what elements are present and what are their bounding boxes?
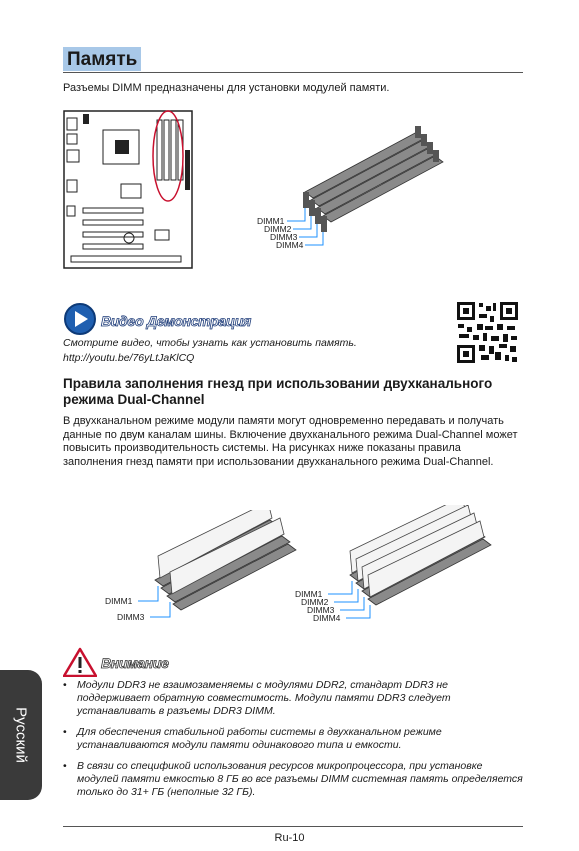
language-tab-label: Русский — [12, 707, 30, 763]
page-number: Ru-10 — [274, 832, 305, 844]
dual-channel-diagram-four-modules — [290, 505, 495, 625]
dimm-slots-diagram — [255, 112, 450, 257]
video-url-link[interactable]: http://youtu.be/76yLtJaKlCQ — [63, 352, 195, 364]
dimm4-label-right: DIMM4 — [313, 613, 341, 623]
warning-text: Для обеспечения стабильной работы системы в двухканальном режиме устанавливаются модули памяти одинакового типа и емкости. — [77, 726, 442, 751]
dimm4-label: DIMM4 — [276, 240, 304, 250]
qr-code-icon — [455, 300, 520, 365]
dual-channel-body: В двухканальном режиме модули памяти могут одновременно передавать и получать данные по двум каналам шины. Включение двухканального режима Dual-Channel может повысить производительность системы. На рисунках ниже показаны правила заполнения гнезд памяти при использовании двухканального режима Dual-Channel. — [63, 415, 518, 468]
dimm3-label-left: DIMM3 — [117, 612, 145, 622]
dual-channel-diagram-two-modules — [100, 510, 300, 628]
footer-divider — [63, 826, 523, 827]
warning-title: Внимание — [101, 655, 169, 671]
play-icon[interactable] — [63, 302, 97, 336]
page-title: Память — [63, 47, 141, 71]
list-item: • Для обеспечения стабильной работы системы в двухканальном режиме устанавливаются модули памяти одинакового типа и емкости. — [63, 726, 442, 751]
dual-channel-title: Правила заполнения гнезд при использовании двухканального режима Dual-Channel — [63, 376, 493, 407]
video-title: Видео Демонстрация — [101, 313, 251, 329]
video-description — [63, 336, 357, 366]
dimm2-label: DIMM2 — [264, 224, 292, 234]
title-divider — [63, 72, 523, 73]
warning-list — [63, 679, 523, 807]
motherboard-diagram — [63, 110, 193, 270]
language-tab — [0, 670, 42, 800]
dimm1-label-right: DIMM1 — [295, 589, 323, 599]
dimm1-label-left: DIMM1 — [105, 596, 133, 606]
warning-icon — [63, 647, 97, 677]
intro-text: Разъемы DIMM предназначены для установки модулей памяти. — [63, 82, 390, 94]
dimm2-label-right: DIMM2 — [301, 597, 329, 607]
list-item: • Модули DDR3 не взаимозаменяемы с модулями DDR2, стандарт DDR3 не поддерживает обратную совместимость. Модули памяти DDR3 следует устанавливать в разъемы DDR3 DIMM. — [63, 679, 451, 717]
video-desc-line: Смотрите видео, чтобы узнать как установить память. — [63, 337, 357, 349]
dimm3-label-right: DIMM3 — [307, 605, 335, 615]
warning-text: В связи со спецификой использования ресурсов микропроцессора, при установке модулей памяти емкостью 8 ГБ во все разъемы DIMM системная память определяется только до 31+ ГБ (неполные 32 ГБ). — [77, 760, 523, 798]
dimm1-label: DIMM1 — [257, 216, 285, 226]
dimm3-label: DIMM3 — [270, 232, 298, 242]
warning-text: Модули DDR3 не взаимозаменяемы с модулями DDR2, стандарт DDR3 не поддерживает обратную совместимость. Модули памяти DDR3 следует устанавливать в разъемы DDR3 DIMM. — [77, 679, 451, 717]
list-item: • В связи со спецификой использования ресурсов микропроцессора, при установке модулей памяти емкостью 8 ГБ во все разъемы DIMM системная память определяется только до 31+ ГБ (неполные 32 ГБ). — [63, 760, 523, 798]
